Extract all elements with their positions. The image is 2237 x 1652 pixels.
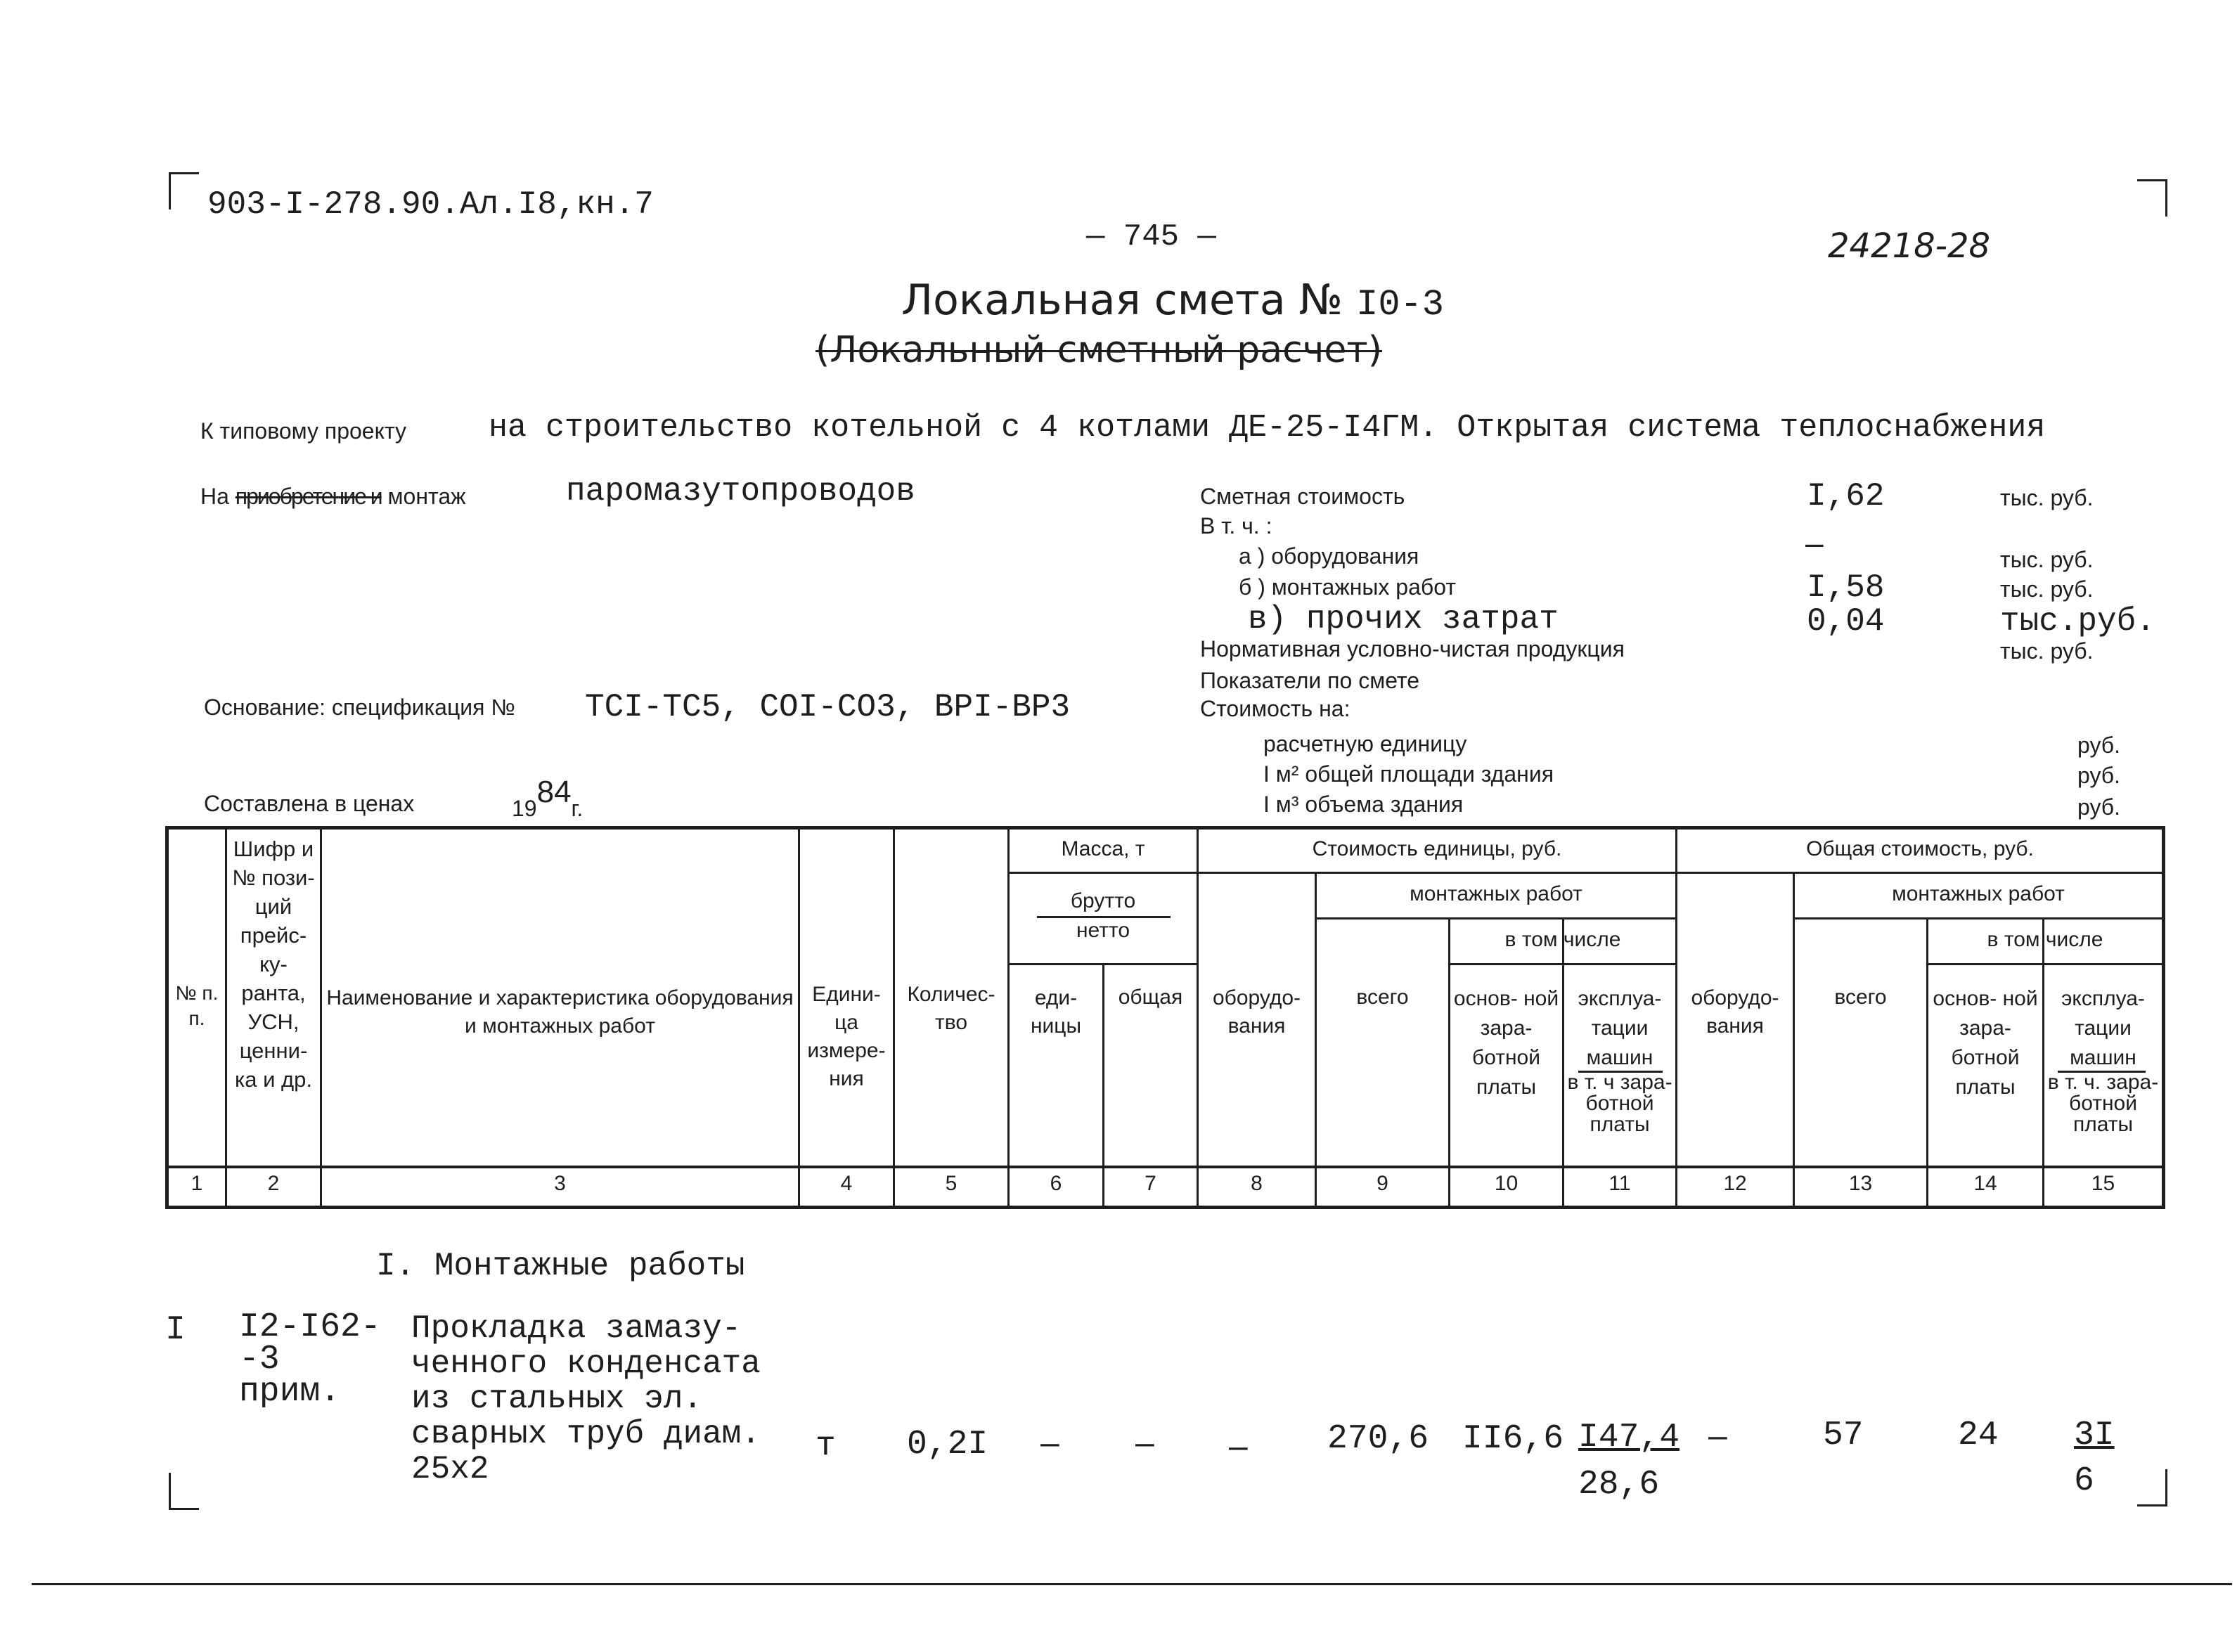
work-type-label: монтаж [387, 484, 466, 509]
normative-label: Нормативная условно-чистая продукция [1200, 636, 1625, 662]
page-subtitle: (Локальный сметный расчет) [815, 329, 1382, 371]
corner-mark-top-right [2137, 179, 2167, 217]
row-qty: 0,2I [907, 1426, 988, 1464]
row-code: I2-I62- -3 прим. [239, 1308, 381, 1411]
col-number-14: 14 [1973, 1172, 1997, 1195]
equipment-label: а ) оборудования [1239, 543, 1419, 569]
col-number-7: 7 [1145, 1172, 1156, 1195]
work-label [200, 484, 466, 510]
th-netto: нетто [1076, 919, 1130, 942]
th-brutto: брутто [1070, 889, 1136, 912]
col-number-3: 3 [554, 1172, 566, 1195]
indicators-label: Показатели по смете [1200, 668, 1420, 693]
th-total-cost: Общая стоимость, руб. [1806, 837, 2034, 860]
row-unit: т [815, 1427, 836, 1465]
col-number-12: 12 [1723, 1172, 1747, 1195]
other-unit: тыс.руб. [2000, 603, 2155, 640]
work-value: паромазутопроводов [566, 473, 915, 510]
project-label: К типовому проекту [200, 418, 406, 444]
year-value: 84 [536, 775, 572, 809]
row-mass-unit: – [1040, 1424, 1059, 1461]
other-value: 0,04 [1807, 603, 1885, 640]
per-unit-rub: руб. [2077, 733, 2121, 758]
col-number-9: 9 [1377, 1172, 1388, 1195]
th-mass-total: общая [1118, 986, 1183, 1009]
per-unit-label: расчетную единицу [1263, 731, 1467, 756]
th-total-base-wage: основ- ной зара- ботной платы [1933, 987, 2038, 1099]
col-number-13: 13 [1848, 1172, 1873, 1195]
th-total-including: в том числе [1987, 928, 2103, 951]
basis-label: Основание: спецификация № [204, 695, 515, 720]
th-mass-per-unit: еди- ницы [1030, 986, 1082, 1038]
estimated-cost-value: I,62 [1807, 478, 1885, 515]
th-unit-installation: монтажных работ [1410, 882, 1582, 905]
title-number: I0-3 [1356, 284, 1444, 325]
row-machine-wage-unit: 28,6 [1578, 1466, 1660, 1504]
col-number-6: 6 [1050, 1172, 1062, 1195]
estimated-cost-label: Сметная стоимость [1200, 484, 1405, 509]
th-qty: Количес- тво [907, 983, 995, 1034]
th-name: Наименование и характеристика оборудования и монтажных работ [326, 986, 794, 1038]
row-install-all-total: 57 [1823, 1417, 1864, 1454]
corner-mark-bottom-right [2137, 1469, 2167, 1506]
row-install-all-unit: 270,6 [1327, 1420, 1429, 1458]
per-area-label: I м² общей площади здания [1263, 761, 1554, 787]
per-area-rub: руб. [2077, 763, 2121, 788]
year-suffix: г. [571, 796, 584, 821]
project-value: на строительство котельной с 4 котлами ДЕ-25-I4ГМ. Открытая система теплоснабжения [489, 410, 2046, 446]
th-total-machine-wage: в т. ч. зара- ботной платы [2047, 1071, 2159, 1136]
col-number-2: 2 [267, 1172, 280, 1195]
th-unit-base-wage: основ- ной зара- ботной платы [1453, 987, 1559, 1099]
row-machine-wage-total: 6 [2074, 1462, 2094, 1500]
row-equipment-total: – [1708, 1417, 1727, 1454]
equipment-value: – [1805, 524, 1824, 561]
th-code: Шифр и № пози- ций прейс- ку- ранта, УСН, ценни- ка и др. [232, 837, 315, 1092]
archive-number: 24218-28 [1828, 226, 1991, 266]
col-number-8: 8 [1251, 1172, 1263, 1195]
work-prefix: На [200, 484, 229, 509]
th-mass: Масса, т [1061, 837, 1145, 860]
row-base-wage-unit: II6,6 [1462, 1420, 1564, 1458]
estimated-cost-unit: тыс. руб. [2000, 485, 2094, 510]
row-name: Прокладка замазу- ченного конденсата из стальных эл. сварных труб диам. 25х2 [411, 1310, 761, 1488]
th-unit-cost: Стоимость единицы, руб. [1312, 837, 1562, 860]
th-unit-machine-wage: в т. ч зара- ботной платы [1567, 1071, 1672, 1136]
per-volume-label: I м³ объема здания [1263, 792, 1464, 817]
corner-mark-bottom-left [169, 1473, 199, 1510]
page-number: — 745 — [1086, 219, 1216, 254]
row-num: I [165, 1311, 186, 1349]
normative-unit: тыс. руб. [2000, 638, 2094, 664]
col-number-11: 11 [1609, 1172, 1631, 1195]
th-unit: Едини- ца измере- ния [807, 983, 886, 1090]
page-bottom-rule [32, 1583, 2232, 1585]
cost-per-label: Стоимость на: [1200, 696, 1350, 721]
work-struck-text: приобретение и [235, 484, 382, 509]
col-number-10: 10 [1494, 1172, 1519, 1195]
other-label: в) прочих затрат [1248, 601, 1559, 638]
title-text: Локальная смета № [901, 276, 1343, 325]
installation-unit: тыс. руб. [2000, 576, 2094, 602]
per-volume-rub: руб. [2077, 794, 2121, 820]
compiled-year [512, 775, 584, 824]
th-total-machine: эксплуа- тации машин [2061, 987, 2145, 1069]
col-number-5: 5 [945, 1172, 958, 1195]
document-code: 903-I-278.90.Ал.I8,кн.7 [207, 186, 654, 223]
th-unit-equipment: оборудо- вания [1212, 986, 1301, 1038]
equipment-unit: тыс. руб. [2000, 547, 2094, 572]
th-total-installation: монтажных работ [1892, 882, 2065, 905]
year-prefix: 19 [512, 796, 537, 821]
installation-value: I,58 [1807, 569, 1885, 606]
installation-label: б ) монтажных работ [1239, 574, 1456, 600]
row-machine-total: 3I [2074, 1417, 2115, 1454]
col-number-15: 15 [2091, 1172, 2115, 1195]
row-base-wage-total: 24 [1958, 1417, 1999, 1454]
basis-value: ТСI-ТС5, СОI-СО3, ВРI-ВР3 [585, 689, 1071, 725]
row-mass-total: – [1135, 1424, 1154, 1461]
th-total-equipment: оборудо- вания [1691, 986, 1779, 1038]
page-title [901, 276, 1444, 325]
col-number-4: 4 [840, 1172, 853, 1195]
th-total-all: всего [1834, 986, 1887, 1009]
th-unit-all: всего [1356, 986, 1409, 1009]
th-unit-machine: эксплуа- тации машин [1578, 987, 1662, 1069]
row-equipment-unit: – [1229, 1428, 1248, 1465]
section-title: I. Монтажные работы [376, 1248, 745, 1284]
th-num: № п. п. [175, 982, 219, 1029]
col-number-1: 1 [191, 1172, 203, 1195]
corner-mark-top-left [169, 172, 199, 209]
th-unit-including: в том числе [1504, 928, 1621, 951]
including-label: В т. ч. : [1200, 513, 1272, 538]
estimate-table-header [165, 826, 2165, 1209]
row-machine-unit: I47,4 [1578, 1419, 1680, 1457]
compiled-label: Составлена в ценах [204, 791, 415, 816]
